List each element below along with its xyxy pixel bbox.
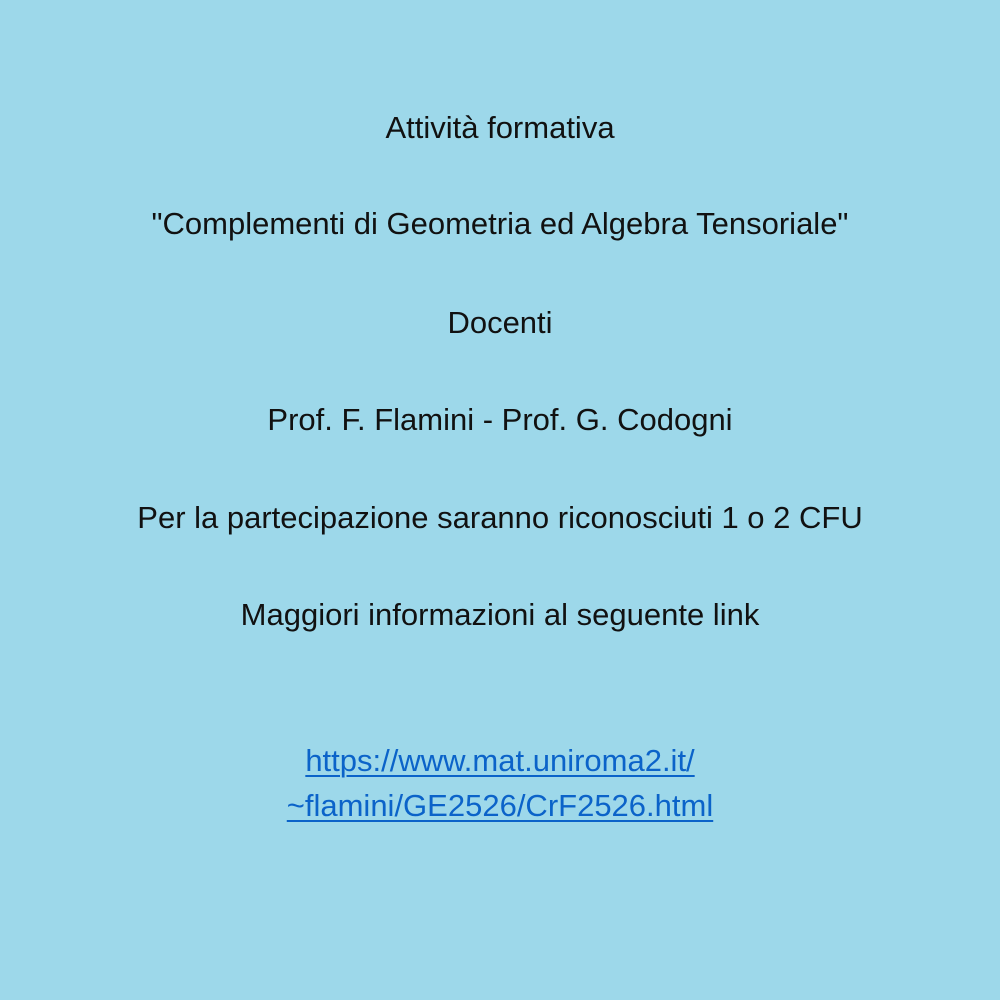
link-line-2[interactable]: ~flamini/GE2526/CrF2526.html: [286, 788, 714, 823]
teachers-names: Prof. F. Flamini - Prof. G. Codogni: [267, 402, 733, 437]
info-note: Maggiori informazioni al seguente link: [240, 597, 760, 632]
teachers-label: Docenti: [447, 305, 553, 340]
activity-label: Attività formativa: [385, 110, 615, 145]
link-line-1[interactable]: https://www.mat.uniroma2.it/: [305, 743, 695, 778]
course-title: "Complementi di Geometria ed Algebra Tensoriale": [151, 206, 849, 241]
course-info-link[interactable]: [0, 738, 1000, 828]
credits-note: Per la partecipazione saranno riconosciuti 1 o 2 CFU: [137, 500, 863, 535]
